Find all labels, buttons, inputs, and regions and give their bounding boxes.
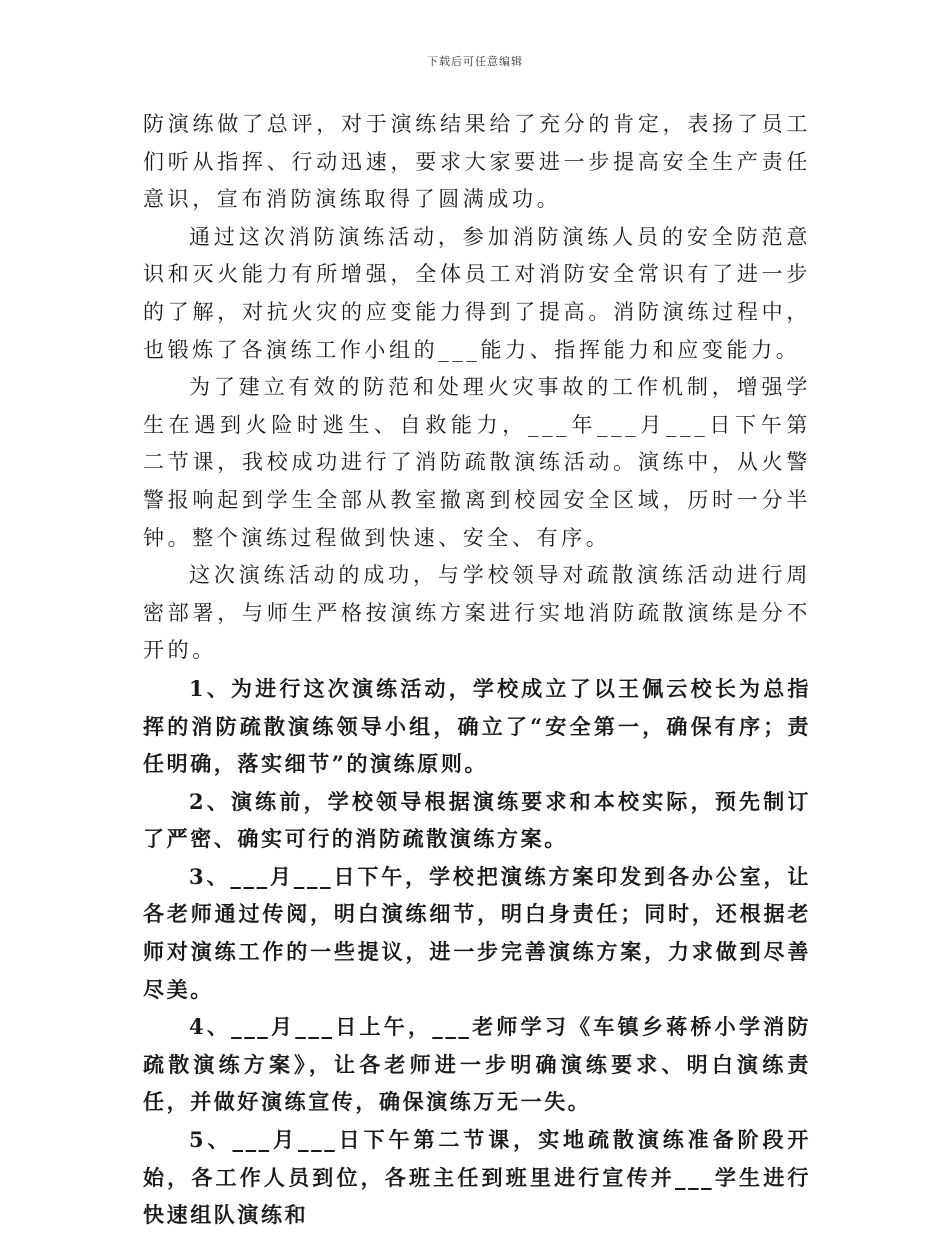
paragraph-1: 防演练做了总评，对于演练结果给了充分的肯定，表扬了员工们听从指挥、行动迅速，要求大家要进一步提高安全生产责任意识，宣布消防演练取得了圆满成功。 <box>143 112 811 212</box>
paragraph-4: 这次演练活动的成功，与学校领导对疏散演练活动进行周密部署，与师生严格按演练方案进行实地消防疏散演练是分不开的。 <box>143 563 811 663</box>
paragraph-2: 通过这次消防演练活动，参加消防演练人员的安全防范意识和灭火能力有所增强，全体员工对消防安全常识有了进一步的了解，对抗火灾的应变能力得到了提高。消防演练过程中，也锻炼了各演练工作小组的___能力、指挥能力和应变能力。 <box>143 224 811 362</box>
list-item-3: 3、___月___日下午，学校把演练方案印发到各办公室，让各老师通过传阅，明白演练细节，明白身责任；同时，还根据老师对演练工作的一些提议，进一步完善演练方案，力求做到尽善尽美。 <box>143 863 811 1002</box>
list-item-1: 1、为进行这次演练活动，学校成立了以王佩云校长为总指挥的消防疏散演练领导小组，确立了“安全第一，确保有序；责任明确，落实细节”的演练原则。 <box>143 675 811 777</box>
list-item-4: 4、___月___日上午，___老师学习《车镇乡蒋桥小学消防疏散演练方案》，让各老师进一步明确演练要求、明白演练责任，并做好演练宣传，确保演练万无一失。 <box>143 1014 811 1115</box>
document-body <box>143 106 811 1234</box>
page-header: 下载后可任意编辑 <box>427 55 523 68</box>
list-item-2: 2、演练前，学校领导根据演练要求和本校实际，预先制订了严密、确实可行的消防疏散演练方案。 <box>143 788 811 852</box>
paragraph-3: 为了建立有效的防范和处理火灾事故的工作机制，增强学生在遇到火险时逃生、自救能力，___年___月___日下午第二节课，我校成功进行了消防疏散演练活动。演练中，从火警警报响起到学生全部从教室撤离到校园安全区域，历时一分半钟。整个演练过程做到快速、安全、有序。 <box>143 375 811 550</box>
list-item-5: 5、___月___日下午第二节课，实地疏散演练准备阶段开始，各工作人员到位，各班主任到班里进行宣传并___学生进行快速组队演练和 <box>143 1127 811 1228</box>
